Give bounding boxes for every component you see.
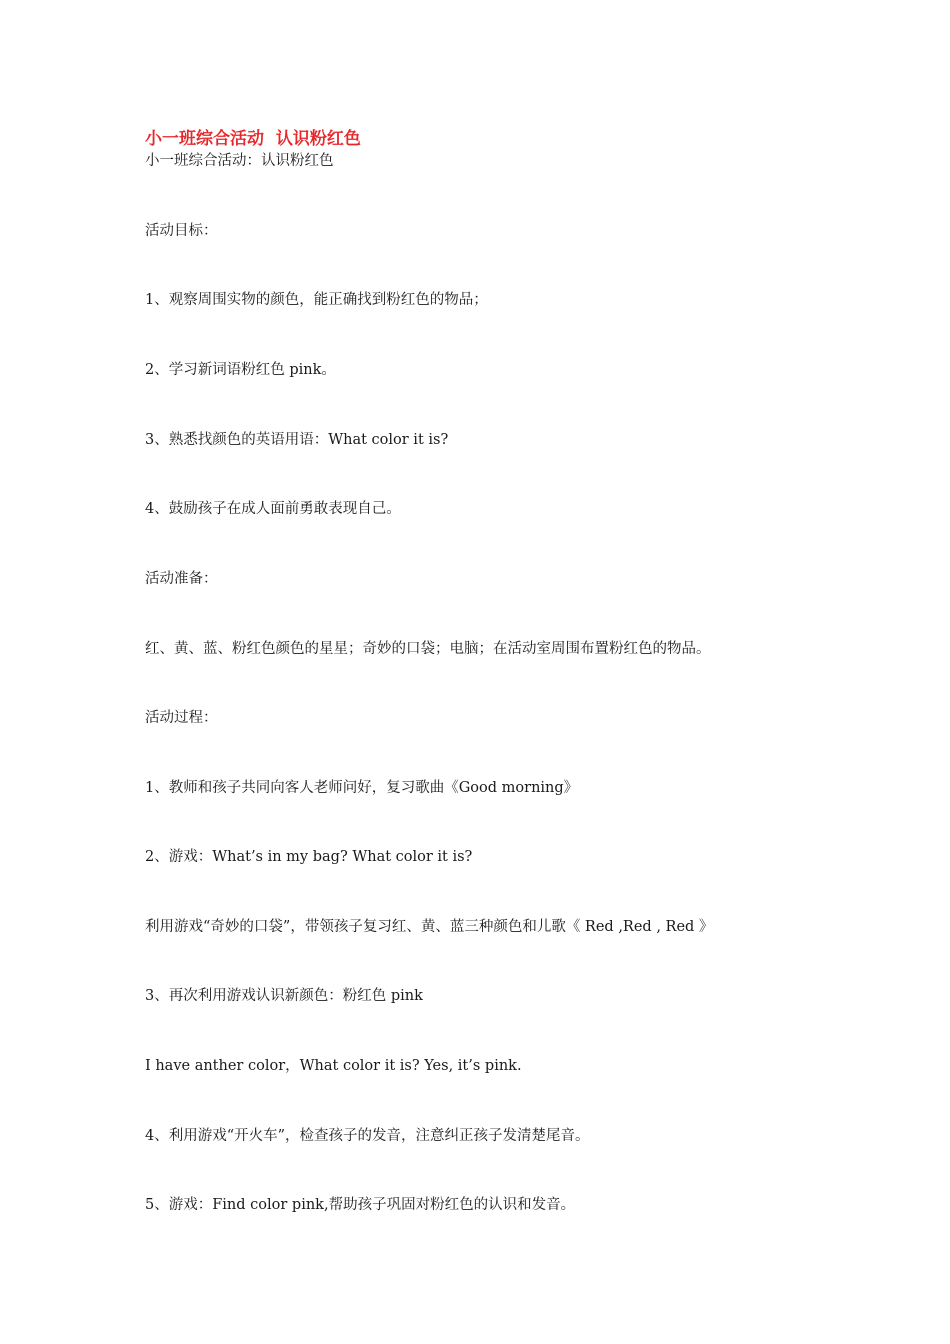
goals-heading: 活动目标：: [145, 223, 218, 239]
process-item-5: 5、游戏：Find color pink,帮助孩子巩固对粉红色的认识和发音。: [145, 1197, 576, 1213]
process-heading: 活动过程：: [145, 710, 218, 726]
process-item-1: 1、教师和孩子共同向客人老师问好，复习歌曲《Good morning》: [145, 780, 579, 796]
goal-item-2: 2、学习新词语粉红色 pink。: [145, 362, 336, 378]
process-item-2-detail: 利用游戏“奇妙的口袋”，带领孩子复习红、黄、蓝三种颜色和儿歌《 Red ,Red , Red 》: [145, 919, 714, 935]
process-item-2: 2、游戏：What’s in my bag? What color it is?: [145, 849, 473, 865]
process-item-4: 4、利用游戏“开火车”，检查孩子的发音，注意纠正孩子发清楚尾音。: [145, 1128, 590, 1144]
goal-item-3: 3、熟悉找颜色的英语用语：What color it is?: [145, 432, 449, 448]
process-item-3: 3、再次利用游戏认识新颜色：粉红色 pink: [145, 988, 423, 1004]
document-title: 小一班综合活动 认识粉红色: [145, 129, 361, 149]
goal-item-1: 1、观察周围实物的颜色，能正确找到粉红色的物品；: [145, 292, 488, 308]
prep-heading: 活动准备：: [145, 571, 218, 587]
prep-text: 红、黄、蓝、粉红色颜色的星星；奇妙的口袋；电脑；在活动室周围布置粉红色的物品。: [145, 641, 711, 657]
goal-item-4: 4、鼓励孩子在成人面前勇敢表现自己。: [145, 501, 401, 517]
process-item-3-detail: I have anther color，What color it is? Yes, it’s pink.: [145, 1058, 522, 1074]
document-subtitle: 小一班综合活动：认识粉红色: [145, 153, 334, 169]
